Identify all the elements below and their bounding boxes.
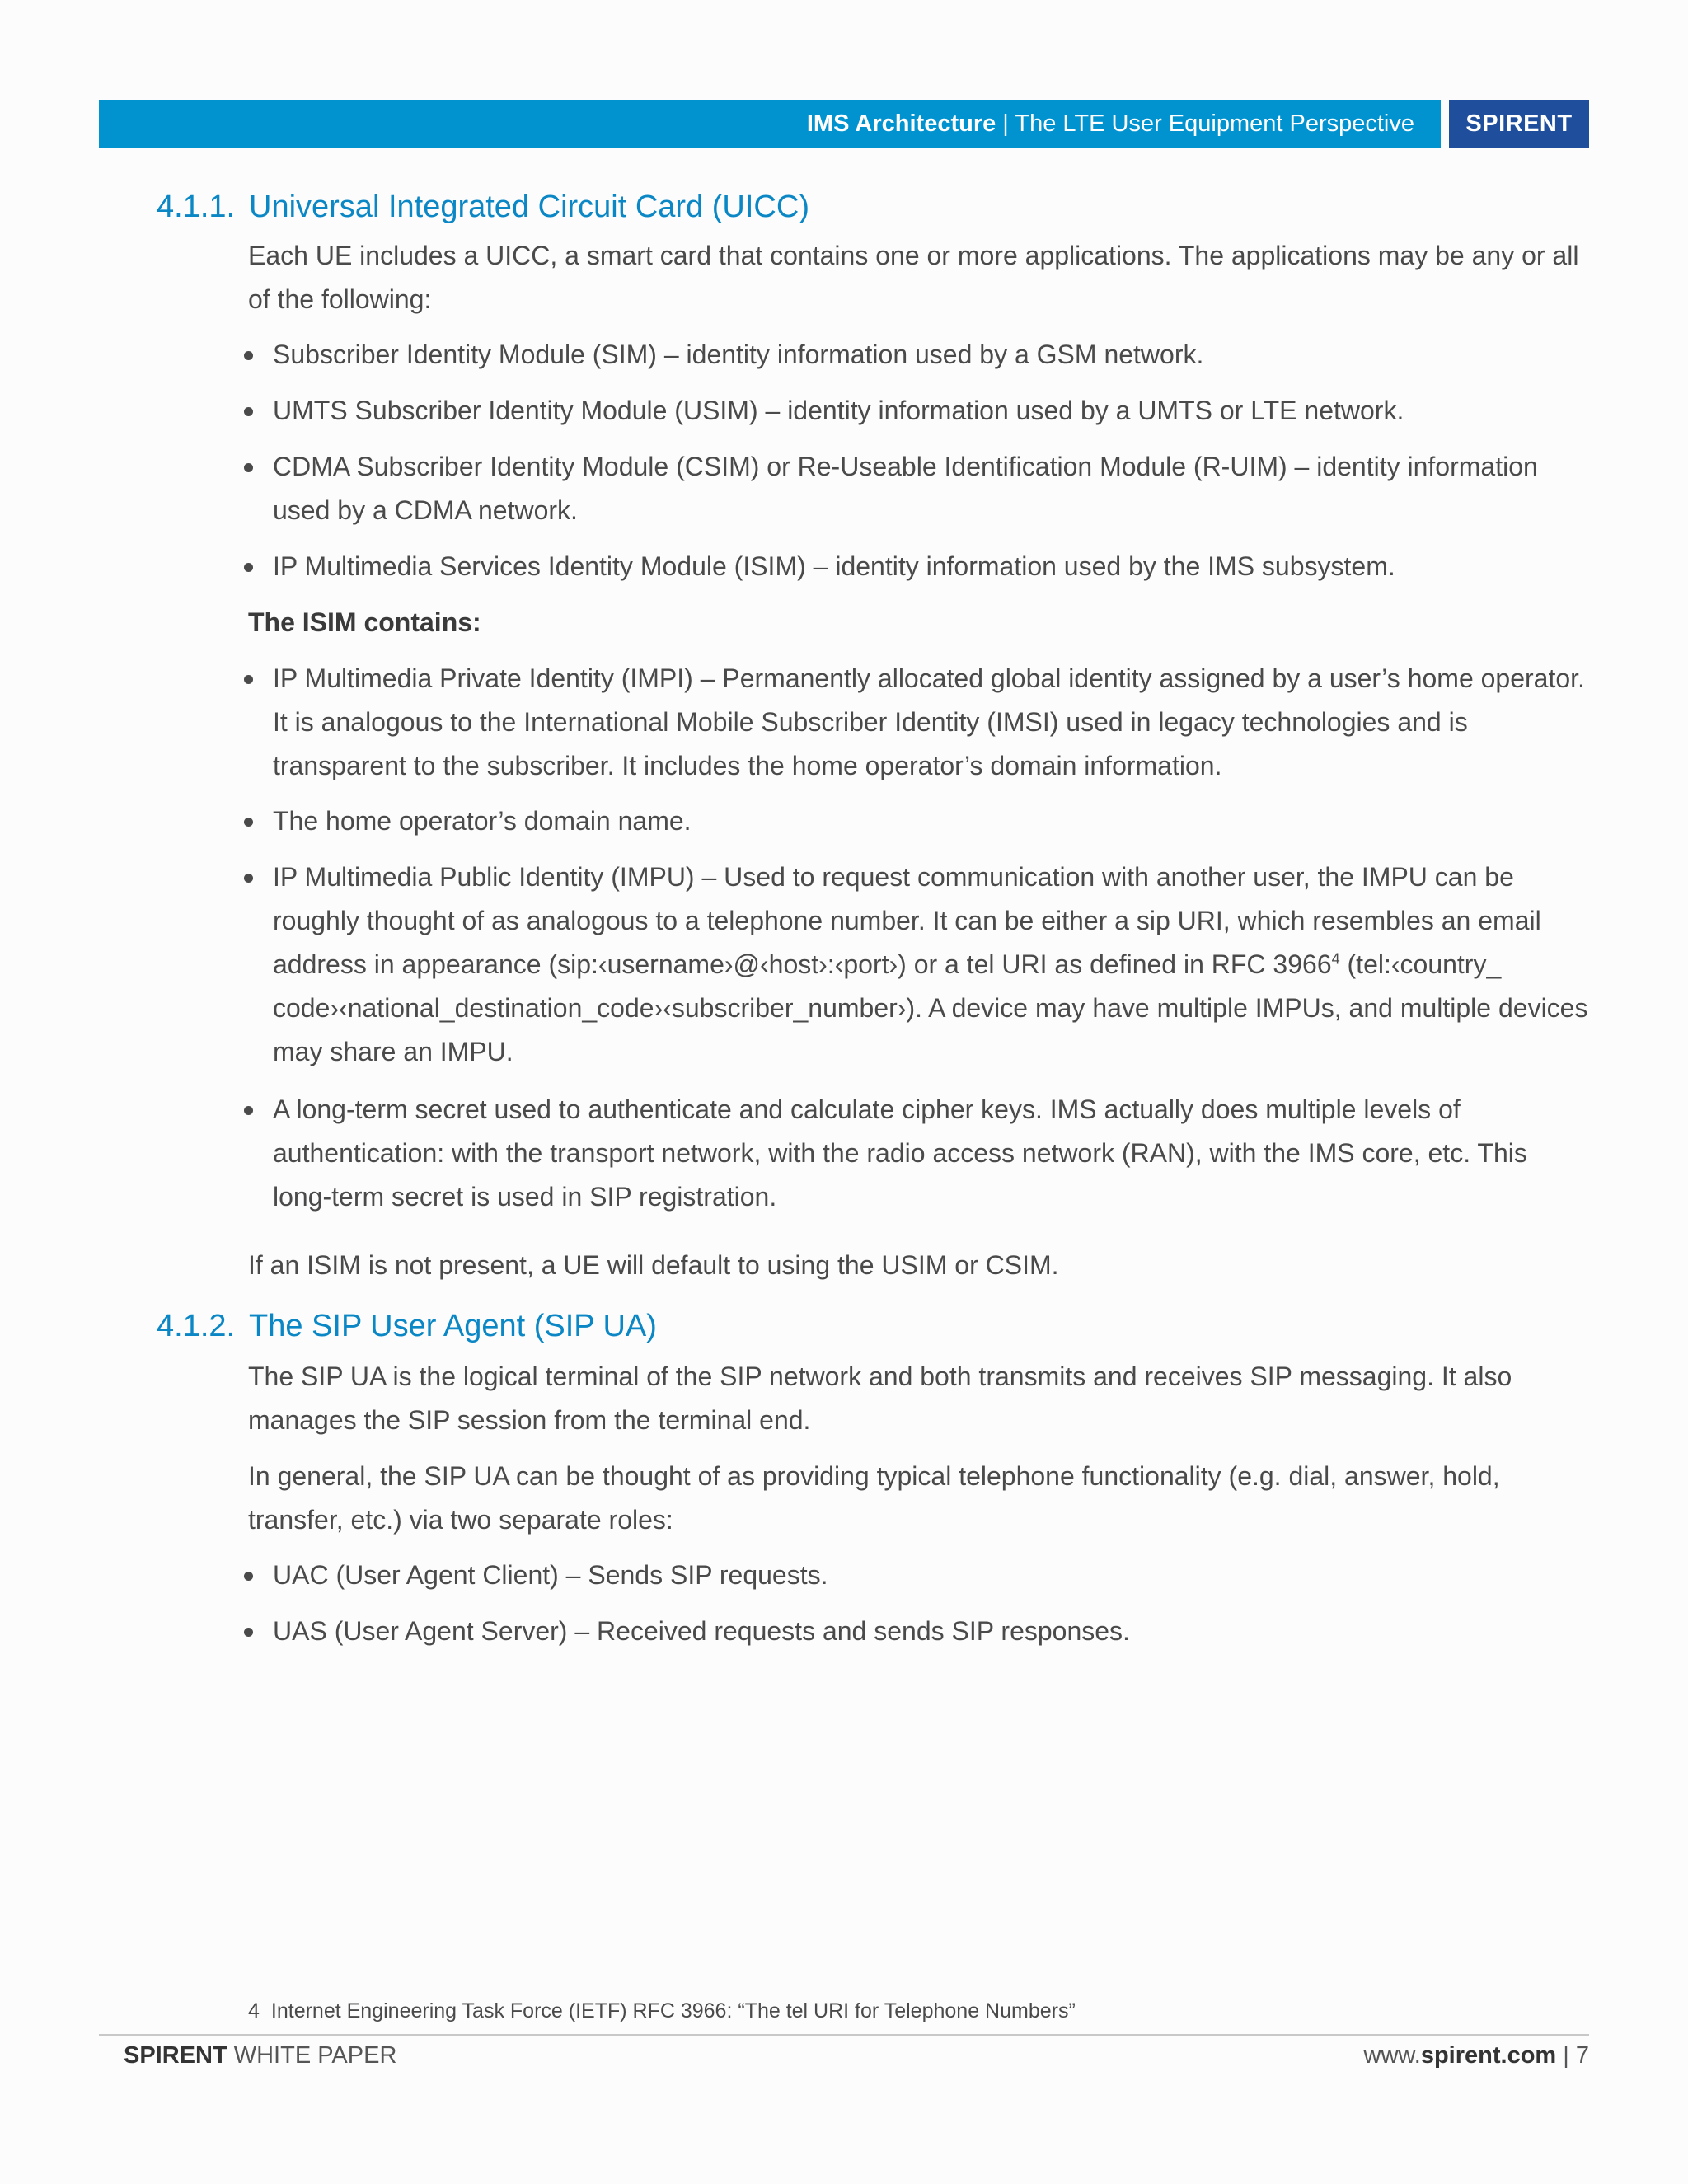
footer-url-prefix: www. bbox=[1363, 2042, 1421, 2069]
list-item: IP Multimedia Services Identity Module (ISIM) – identity information used by the IMS subsystem. bbox=[273, 545, 1592, 588]
list-item: IP Multimedia Private Identity (IMPI) – Permanently allocated global identity assigned by a user’s home operator. It is analogous to the International Mobile Subscriber Identity (IMSI) used in legacy technologies and is transparent to the subscriber. It includes the home operator’s domain information. bbox=[273, 657, 1592, 788]
list-item: Subscriber Identity Module (SIM) – identity information used by a GSM network. bbox=[273, 333, 1592, 377]
header-subtitle: The LTE User Equipment Perspective bbox=[1015, 110, 1414, 137]
isim-closing: If an ISIM is not present, a UE will default to using the USIM or CSIM. bbox=[248, 1250, 1059, 1280]
list-item: The home operator’s domain name. bbox=[273, 799, 1592, 843]
section-number: 4.1.2. bbox=[157, 1309, 236, 1343]
header-text bbox=[807, 100, 1414, 148]
list-item: UAS (User Agent Server) – Received requests and sends SIP responses. bbox=[273, 1610, 1592, 1653]
list-item-impu bbox=[273, 855, 1592, 1074]
list-item: UAC (User Agent Client) – Sends SIP requests. bbox=[273, 1554, 1592, 1597]
impu-text-start: IP Multimedia Public Identity (IMPU) – Used to request communication with another user, the IMPU can be roughly thought of as analogous to a telephone number. It can be either a sip URI, which resembles an email address in appearance (sip:‹username›@‹host›:‹port›) or a tel URI as defined in RFC 3966 bbox=[273, 862, 1541, 979]
header-bar bbox=[99, 100, 1441, 148]
section-heading-uicc bbox=[157, 190, 809, 225]
spirent-logo: SPIRENT bbox=[1449, 100, 1589, 148]
impu-text-end: (tel:‹country_ code›‹national_destination_code›‹subscriber_number›). A device may have multiple IMPUs, and multiple devices may share an IMPU. bbox=[273, 949, 1588, 1066]
section-title: The SIP User Agent (SIP UA) bbox=[249, 1309, 657, 1343]
footer-page-separator: | bbox=[1556, 2042, 1576, 2069]
footer-brand-name: SPIRENT bbox=[124, 2042, 227, 2069]
section-number: 4.1.1. bbox=[157, 190, 236, 224]
footer-url-domain: spirent.com bbox=[1420, 2042, 1557, 2069]
footer-page-info bbox=[1364, 2042, 1589, 2069]
list-item: A long-term secret used to authenticate and calculate cipher keys. IMS actually does multiple levels of authentication: with the transport network, with the radio access network (RAN), with the IMS core, etc. This long-term secret is used in SIP registration. bbox=[273, 1088, 1592, 1219]
sip-ua-para-1: The SIP UA is the logical terminal of the SIP network and both transmits and receives SIP messaging. It also manages the SIP session from the terminal end. bbox=[248, 1361, 1512, 1435]
footnote-text: Internet Engineering Task Force (IETF) RFC 3966: “The tel URI for Telephone Numbers” bbox=[270, 1999, 1076, 2022]
header-separator: | bbox=[996, 110, 1015, 137]
footer-brand bbox=[124, 2042, 396, 2069]
list-item: CDMA Subscriber Identity Module (CSIM) or Re-Useable Identification Module (R-UIM) – identity information used by a CDMA network. bbox=[273, 445, 1592, 532]
footnote-number: 4 bbox=[248, 1999, 260, 2022]
isim-heading: The ISIM contains: bbox=[248, 607, 481, 637]
list-item: UMTS Subscriber Identity Module (USIM) – identity information used by a UMTS or LTE network. bbox=[273, 389, 1592, 433]
footnote bbox=[248, 1999, 1076, 2023]
footnote-reference: 4 bbox=[1331, 950, 1340, 968]
page-number: 7 bbox=[1575, 2042, 1589, 2069]
footer-divider bbox=[99, 2034, 1589, 2036]
section-title: Universal Integrated Circuit Card (UICC) bbox=[249, 190, 809, 224]
section-heading-sip-ua bbox=[157, 1309, 657, 1344]
uicc-intro: Each UE includes a UICC, a smart card that contains one or more applications. The applications may be any or all of the following: bbox=[248, 241, 1579, 314]
header-title: IMS Architecture bbox=[806, 110, 996, 137]
footer-doc-type: WHITE PAPER bbox=[227, 2042, 397, 2069]
sip-ua-para-2: In general, the SIP UA can be thought of as providing typical telephone functionality (e.g. dial, answer, hold, transfer, etc.) via two separate roles: bbox=[248, 1461, 1500, 1535]
